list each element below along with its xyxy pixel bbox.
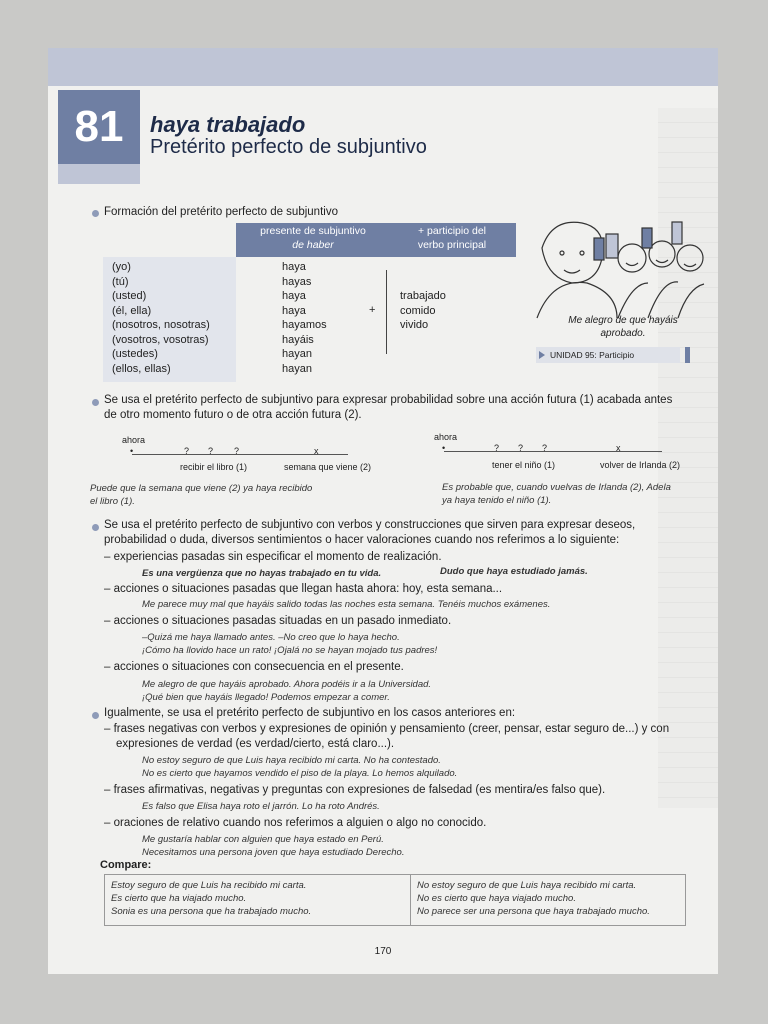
pronoun-item: (vosotros, vosotras) <box>112 333 209 346</box>
textbook-page <box>48 48 718 974</box>
triangle-arrow-icon <box>539 351 545 359</box>
timeline2-mark: ? <box>494 443 500 453</box>
timeline2-line <box>444 451 662 452</box>
divider-line <box>386 270 387 354</box>
unit-number-band <box>58 164 140 184</box>
compare-right-item: No estoy seguro de que Luis haya recibido mi carta. <box>417 880 637 891</box>
bullet-icon <box>92 210 99 217</box>
section2-line1: Se usa el pretérito perfecto de subjuntivo para expresar probabilidad sobre una acción futura (1) acabada antes <box>104 394 673 406</box>
section3-sub2: – acciones o situaciones pasadas que llegan hasta ahora: hoy, esta semana... <box>104 583 503 595</box>
example1-line2: el libro (1). <box>90 496 135 507</box>
pronoun-list <box>112 260 210 376</box>
compare-table <box>104 874 686 926</box>
section4-sub3-ex2: Necesitamos una persona joven que haya estudiado Derecho. <box>142 847 405 858</box>
haber-form-item: haya <box>282 304 306 317</box>
section3-sub1-ex1: Es una vergüenza que no hayas trabajado en tu vida. <box>142 568 382 579</box>
haber-form-item: haya <box>282 261 306 273</box>
section3-sub3-ex2: ¡Cómo ha llovido hace un rato! ¡Ojalá no se hayan mojado tus padres! <box>142 645 438 656</box>
haber-form-item: hayamos <box>282 319 327 331</box>
compare-left-item: Estoy seguro de que Luis ha recibido mi carta. <box>111 880 307 891</box>
cartoon-caption: Me alegro de que hayáis aprobado. <box>568 315 678 339</box>
section3-sub3-ex1: –Quizá me haya llamado antes. –No creo que lo haya hecho. <box>142 632 400 643</box>
timeline1-mark: ? <box>184 446 190 456</box>
timeline1-label1: recibir el libro (1) <box>180 462 248 472</box>
timeline2-end-mark: x <box>616 443 621 453</box>
header-band <box>48 48 718 86</box>
compare-right-item: No es cierto que haya viajado mucho. <box>417 893 576 904</box>
timeline1-mark: ? <box>234 446 240 456</box>
participle-item: comido <box>400 304 436 317</box>
compare-heading: Compare: <box>100 859 152 871</box>
participle-item: vivido <box>400 319 429 331</box>
timeline2-now: ahora <box>434 432 458 442</box>
timeline2-dot: • <box>442 443 446 453</box>
pronoun-item: (él, ella) <box>112 304 152 317</box>
timeline1-end-mark: x <box>314 446 319 456</box>
students-cartoon-illustration <box>532 208 708 320</box>
section3-sub4: – acciones o situaciones con consecuencia en el presente. <box>104 661 404 673</box>
compare-left-item: Sonia es una persona que ha trabajado mucho. <box>111 906 312 917</box>
unit-reference-link[interactable]: UNIDAD 95: Participio <box>536 347 680 363</box>
title-italic: haya trabajado <box>150 112 306 137</box>
section3-line2: probabilidad o duda, diversos sentimientos o hacer valoraciones cuando nos referimos a lo siguiente: <box>104 534 620 546</box>
section3-line1: Se usa el pretérito perfecto de subjuntivo con verbos y construcciones que sirven para expresar deseos, <box>104 519 636 531</box>
section4-sub1-ex1: No estoy seguro de que Luis haya recibido mi carta. No ha contestado. <box>142 755 441 766</box>
section4-sub2: – frases afirmativas, negativas y preguntas con expresiones de falsedad (es mentira/es falso que). <box>104 784 606 796</box>
timeline2-mark: ? <box>518 443 524 453</box>
compare-right-item: No parece ser una persona que haya trabajado mucho. <box>417 906 650 917</box>
section4-line1: Igualmente, se usa el pretérito perfecto de subjuntivo en los casos anteriores en: <box>104 707 516 719</box>
section4-sub2-ex1: Es falso que Elisa haya roto el jarrón. Lo ha roto Andrés. <box>142 801 380 812</box>
timeline1-mark: ? <box>208 446 214 456</box>
participle-list <box>400 289 446 333</box>
section4-sub1-ex2: No es cierto que hayamos vendido el piso de la playa. Lo hemos alquilado. <box>142 768 458 779</box>
compare-divider <box>410 875 411 925</box>
timeline1-label2: semana que viene (2) <box>284 462 372 472</box>
example2-line2: ya haya tenido el niño (1). <box>442 495 552 506</box>
section4-sub1-line1: – frases negativas con verbos y expresiones de opinión y pensamiento (creer, pensar, estar seguro de...) y con <box>104 723 670 735</box>
unit-number: 81 <box>74 102 124 151</box>
ref-bar <box>685 347 690 363</box>
section2-line2: de otro momento futuro o de otra acción futura (2). <box>104 409 362 421</box>
participle-item: trabajado <box>400 290 446 302</box>
section3-sub1-ex2: Dudo que haya estudiado jamás. <box>440 566 588 577</box>
example1-line1: Puede que la semana que viene (2) ya haya recibido <box>90 483 313 494</box>
bullet-icon <box>92 524 99 531</box>
pronoun-item: (nosotros, nosotras) <box>112 319 210 331</box>
plus-sign: + <box>369 304 376 316</box>
section3-sub1: – experiencias pasadas sin especificar el momento de realización. <box>104 551 442 563</box>
pronoun-item: (tú) <box>112 275 129 288</box>
section4-sub3: – oraciones de relativo cuando nos referimos a alguien o algo no conocido. <box>104 817 487 829</box>
haber-form-item: hayan <box>282 348 312 360</box>
haber-form-item: hayan <box>282 362 312 375</box>
haber-forms-list <box>282 260 327 376</box>
pronoun-item: (ellos, ellas) <box>112 362 171 375</box>
section3-sub4-ex2: ¡Qué bien que hayáis llegado! Podemos empezar a comer. <box>142 692 390 703</box>
timeline1-dot: • <box>130 446 134 456</box>
page-title: Pretérito perfecto de subjuntivo <box>150 136 427 158</box>
table-header-participle: + participio del verbo principal <box>417 225 487 251</box>
timeline2-mark: ? <box>542 443 548 453</box>
timeline1-now: ahora <box>122 435 146 445</box>
bullet-icon <box>92 712 99 719</box>
haber-form-item: haya <box>282 290 306 302</box>
timeline2-label2: volver de Irlanda (2) <box>600 460 681 470</box>
pronoun-item: (ustedes) <box>112 348 158 360</box>
section1-heading: Formación del pretérito perfecto de subjuntivo <box>104 206 338 218</box>
section3-sub3: – acciones o situaciones pasadas situadas en un pasado inmediato. <box>104 615 452 627</box>
table-header-haber: presente de subjuntivo de haber <box>260 225 366 251</box>
compare-left <box>111 879 311 918</box>
haber-form-item: hayas <box>282 275 312 288</box>
pronoun-item: (yo) <box>112 261 131 273</box>
bullet-icon <box>92 399 99 406</box>
compare-right <box>417 879 650 918</box>
pronoun-item: (usted) <box>112 290 147 302</box>
section3-sub4-ex1: Me alegro de que hayáis aprobado. Ahora podéis ir a la Universidad. <box>142 679 432 690</box>
haber-form-item: hayáis <box>282 333 314 346</box>
timeline2-label1: tener el niño (1) <box>492 460 556 470</box>
section3-sub2-ex1: Me parece muy mal que hayáis salido todas las noches esta semana. Tenéis muchos exámenes. <box>142 599 551 610</box>
section4-sub3-ex1: Me gustaría hablar con alguien que haya estado en Perú. <box>142 834 384 845</box>
page-number: 170 <box>374 946 392 957</box>
unit-number-box <box>58 90 140 164</box>
section4-sub1-line2: expresiones de verdad (es verdad/cierto, está claro...). <box>116 738 395 750</box>
example2-line1: Es probable que, cuando vuelvas de Irlanda (2), Adela <box>442 482 671 493</box>
compare-left-item: Es cierto que ha viajado mucho. <box>111 893 247 904</box>
